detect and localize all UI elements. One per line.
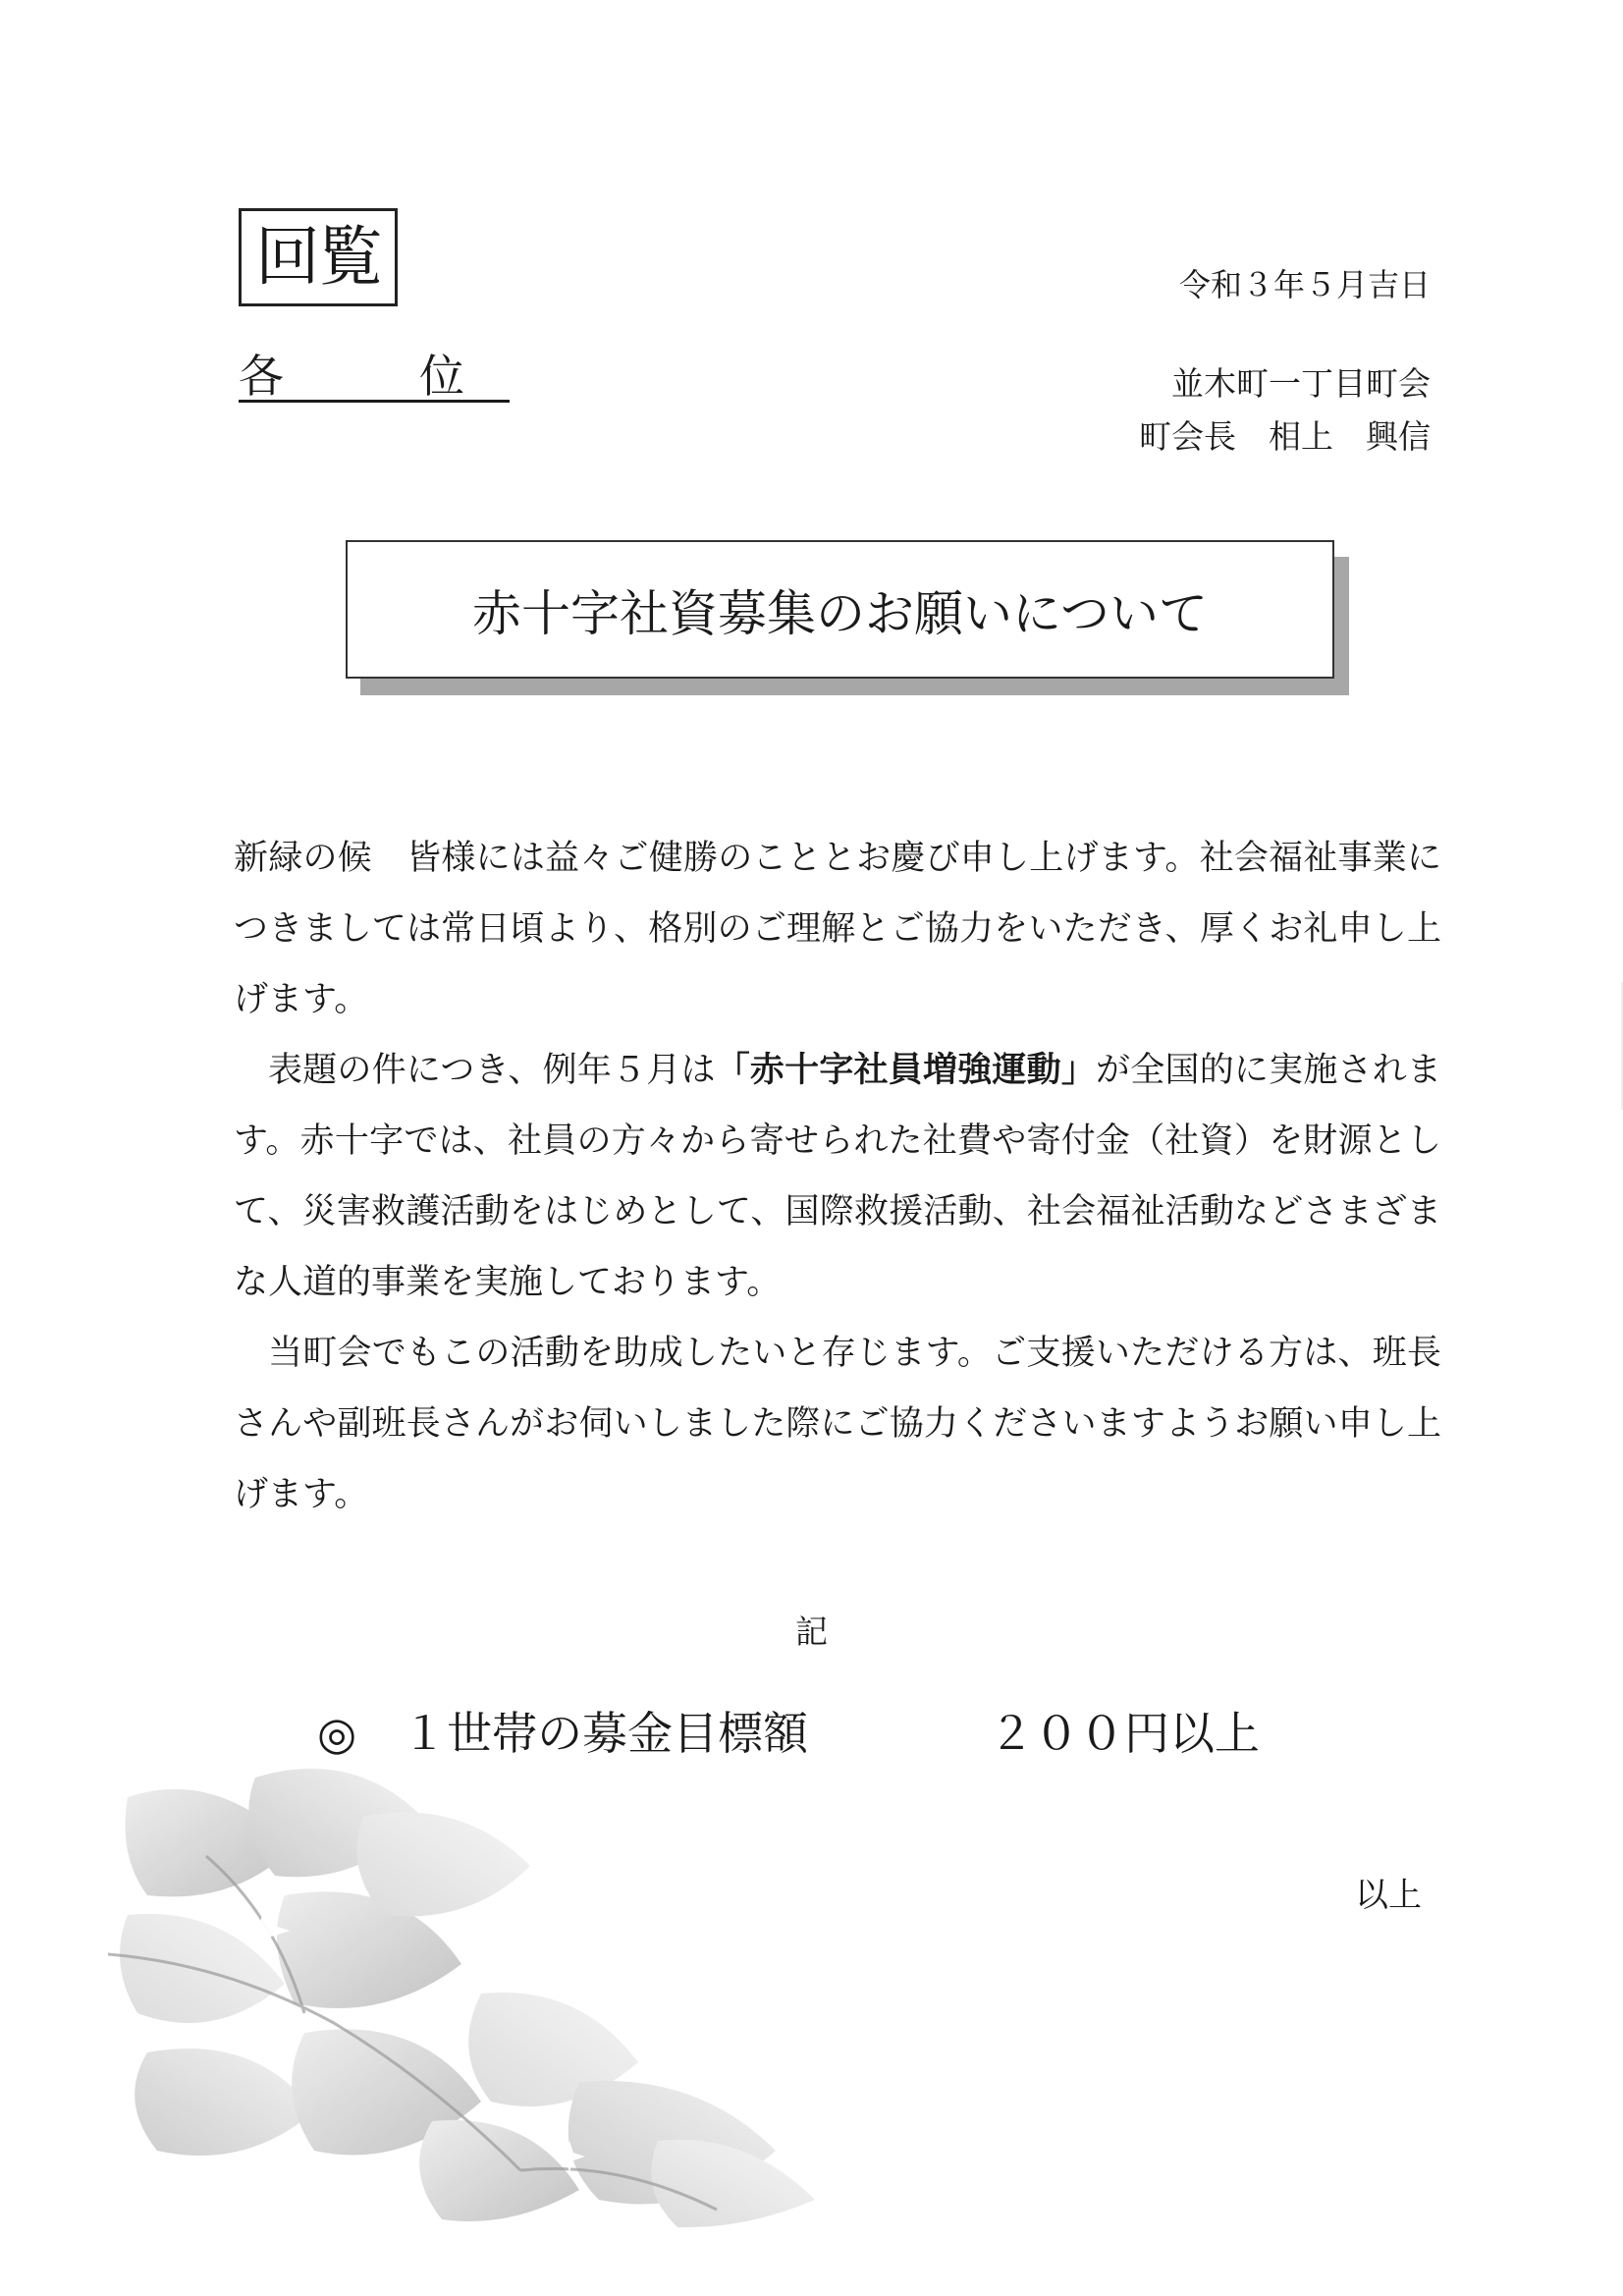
- campaign-name: 「赤十字社員増強運動」: [715, 1051, 1097, 1090]
- body-paragraph-2: [234, 1035, 1441, 1318]
- donation-goal: [317, 1704, 1260, 1763]
- organization-name: 並木町一丁目町会: [1171, 364, 1431, 403]
- body-paragraph-1: 新緑の候 皆様には益々ご健勝のこととお慶び申し上げます。社会福祉事業につきましては常日頃より、格別のご理解とご協力をいただき、厚くお礼申し上げます。: [234, 839, 1441, 1019]
- closing-mark: 以上: [1355, 1876, 1422, 1915]
- body-paragraph-3: 当町会でもこの活動を助成したいと存じます。ご支援いただける方は、班長さんや副班長さんがお伺いしました際にご協力くださいますようお願い申し上げます。: [234, 1334, 1441, 1514]
- circulation-stamp: 回覧: [239, 208, 398, 306]
- body-paragraph-2-rest: が全国的に実施されます。赤十字では、社員の方々から寄せられた社費や寄付金（社資）を財源として、災害救護活動をはじめとして、国際救援活動、社会福祉活動などさまざまな人道的事業を実施しております。: [234, 1051, 1441, 1302]
- title-box: [346, 540, 1334, 679]
- document-title: 赤十字社資募集のお願いについて: [472, 584, 1208, 642]
- addressee: 各 位: [239, 350, 510, 403]
- goal-amount: ２００円以上: [989, 1707, 1260, 1760]
- leaf-cluster: [120, 1769, 815, 2227]
- leaves-illustration: [108, 1758, 835, 2229]
- signatory-name: 町会長 相上 興信: [1139, 417, 1431, 456]
- goal-label: ◎ １世帯の募金目標額: [317, 1707, 809, 1760]
- body-paragraph-2-lead: 表題の件につき、例年５月は: [268, 1051, 716, 1090]
- ki-heading: 記: [795, 1613, 828, 1651]
- body-text: [234, 823, 1441, 1530]
- sender-block: [1139, 357, 1431, 464]
- issue-date: 令和３年５月吉日: [1178, 266, 1431, 303]
